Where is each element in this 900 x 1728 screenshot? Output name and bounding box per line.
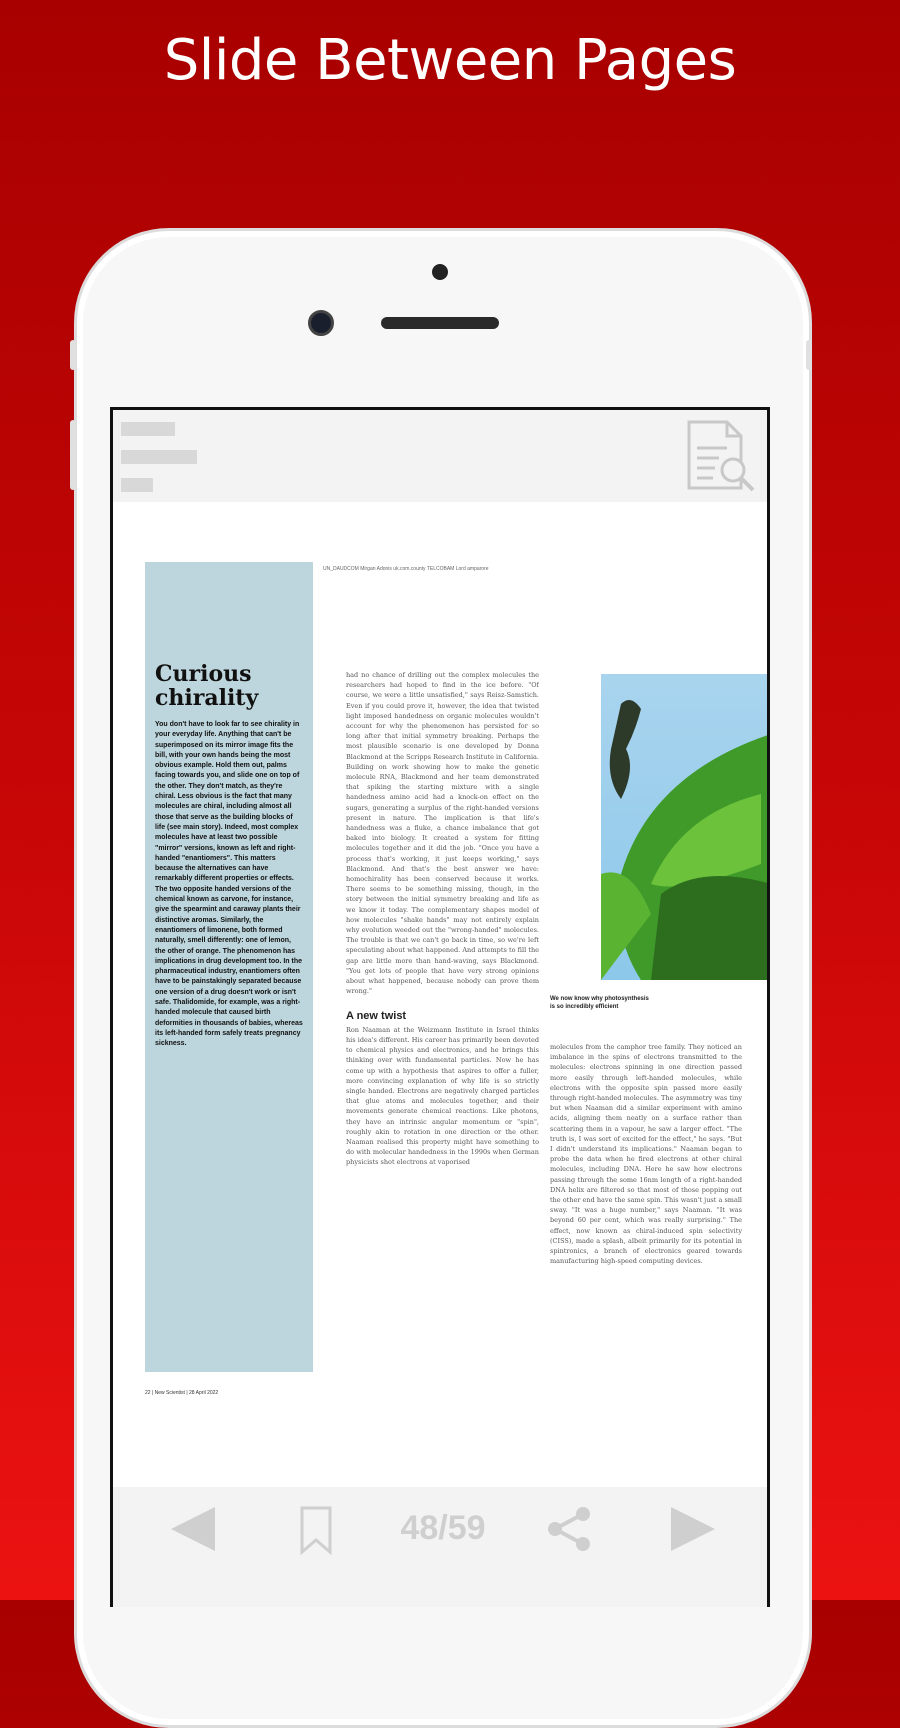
banner-title: Slide Between Pages	[163, 28, 737, 93]
proximity-sensor	[432, 264, 448, 280]
subtitle-placeholder	[121, 450, 197, 464]
sidebar-text: You don't have to look far to see chirality in your everyday life. Anything that can't be superimposed on its mirror image fits the bill, with your own hands being the most obvious example. Hold them out, palms facing towards you, and slide one on top of the other. They don't match, as they're chiral. Less obvious is the fact that many molecules are chiral, including almost all those that serve as the building blocks of life (see main story). Indeed, most complex molecules have at least two possible "mirror" versions, known as left and right-handed "enantiomers". This matters because the alternatives can have remarkably different properties or effects. The two opposite handed versions of the chemical known as carvone, for instance, give the spearmint and caraway plants their distinctive aromas. Similarly, the enantiomers of limonene, both formed naturally, smell differently: one of lemon, the other of orange. The phenomenon has implications in drug development too. In the pharmaceutical industry, enantiomers often have to be painstakingly separated because one version of a drug doesn't work or isn't safe. Thalidomide, for example, was a right-handed molecule that caused birth deformities in thousands of babies, whereas its left-handed form safely treats pregnancy sickness.	[155, 721, 303, 1048]
column-2-text: molecules from the camphor tree family. They noticed an imbalance in the spins of electrons transmitted to the molecules: electrons spinning in one direction passed more easily through left-handed molecules, while electrons with the opposite spin passed more easily through right-handed molecules. The asymmetry was tiny but when Naaman did a similar experiment with amino acids, aligning them neatly on a surface rather than scattering them in a vapour, he saw a larger effect. "The truth is, I was sort of excited for the effect," he says. "But I didn't understand its implications." Naaman began to probe the data when he fired electrons at other chiral molecules, including DNA. Here he saw how electrons passing through the some 16nm length of a right-handed DNA helix are filtered so that most of those popping out the other end have the same spin. This wasn't just a small sway. "It was a huge number," says Naaman. "It was beyond 60 per cent, which was really surprising." The effect, now known as chiral-induced spin selectivity (CISS), made a splash, albeit primarily for its potential in spintronics, a branch of electronics geared towards manufacturing high-speed computing devices.	[550, 1043, 742, 1266]
phone-volume-button	[70, 420, 76, 490]
reader-screen	[110, 407, 770, 1607]
phone-power-button	[806, 340, 812, 370]
magazine-page[interactable]	[113, 502, 767, 1487]
column-1-text: had no chance of drilling out the complex molecules the researchers had hoped to find in the ice before. "Of course, we were a little unsatisfied," says Reisz-Samstich. Even if you could prove it, however, the idea that twisted light imposed handedness on organic molecules wouldn't account for why the phenomenon has persisted for so long after that initial symmetry breaking. Perhaps the most plausible scenario is one developed by Donna Blackmond at the Scripps Research Institute in California. Building on work showing how to make the genetic molecule RNA, Blackmond and her team demonstrated that spiking the starting mixture with a single handedness amino acid had a knock-on effect on the sugars, generating a surplus of the right-handed versions present in nature. The implication is that life's handedness was a fluke, a chance imbalance that got baked into biology. It created a system for fitting molecules together and it did the job. "Once you have a process that's working, it just keeps working," says Blackmond. And that's the best answer we have: homochirality has been conserved because it works. There seems to be something missing, though, in the story between the initial symmetry breaking and life as we know it today. The complementary shapes model of how molecules "shake hands" may not entirely explain why evolution weeded out the "wrong-handed" molecules. The trouble is that we can't go back in time, so we're left speculating about what happened. And attempts to fill the gap are little more than hand-waving, says Blackmond. "You get lots of people that have very strong opinions about what happened, because nobody can prove them wrong."	[346, 671, 539, 996]
article-column-1	[346, 670, 539, 1390]
reader-bottom-toolbar	[113, 1487, 767, 1607]
photo-caption: We now know why photosynthesis is so incredibly efficient	[550, 996, 649, 1010]
page-header-line: UN_DAUDCOM Mirgan Adonis uk.com.county TELCOBAM Lord amparore	[323, 566, 489, 572]
reader-top-bar	[113, 410, 767, 502]
section-heading: A new twist	[346, 1009, 407, 1022]
column-1-text-2: Ron Naaman at the Weizmann Institute in Israel thinks his idea's different. His career has primarily been devoted to chemical physics and electronics, and he brings this thinking over with fundamental particles. Now he has come up with a hypothesis that aspires to offer a fuller, more convincing explanation of why life is so strictly single handed. Electrons are negatively charged particles that glue atoms and molecules together, and their movements generate chemical reactions. Like photons, they have an intrinsic angular momentum or "spin", roughly akin to rotation in one direction or the other. Naaman realised this property might have something to do with molecular handedness in the 1990s when German physicists shot electrons at vaporised	[346, 1025, 539, 1167]
triangle-left-icon[interactable]	[169, 1505, 217, 1553]
phone-side-button	[70, 340, 76, 370]
sidebar-box	[145, 562, 313, 1372]
triangle-right-icon[interactable]	[669, 1505, 717, 1553]
title-placeholder	[121, 422, 175, 436]
document-search-icon[interactable]	[685, 418, 759, 494]
page-indicator: 48/59	[400, 1509, 486, 1547]
article-column-2	[550, 1042, 742, 1382]
sidebar-title: Curious chirality	[155, 661, 259, 711]
share-icon[interactable]	[545, 1505, 593, 1553]
page-footnote: 22 | New Scientist | 28 April 2022	[145, 1390, 219, 1396]
front-camera	[308, 310, 334, 336]
bookmark-icon[interactable]	[299, 1505, 333, 1555]
leaf-photo	[601, 674, 770, 980]
meta-placeholder	[121, 478, 153, 492]
earpiece-speaker	[381, 317, 499, 329]
